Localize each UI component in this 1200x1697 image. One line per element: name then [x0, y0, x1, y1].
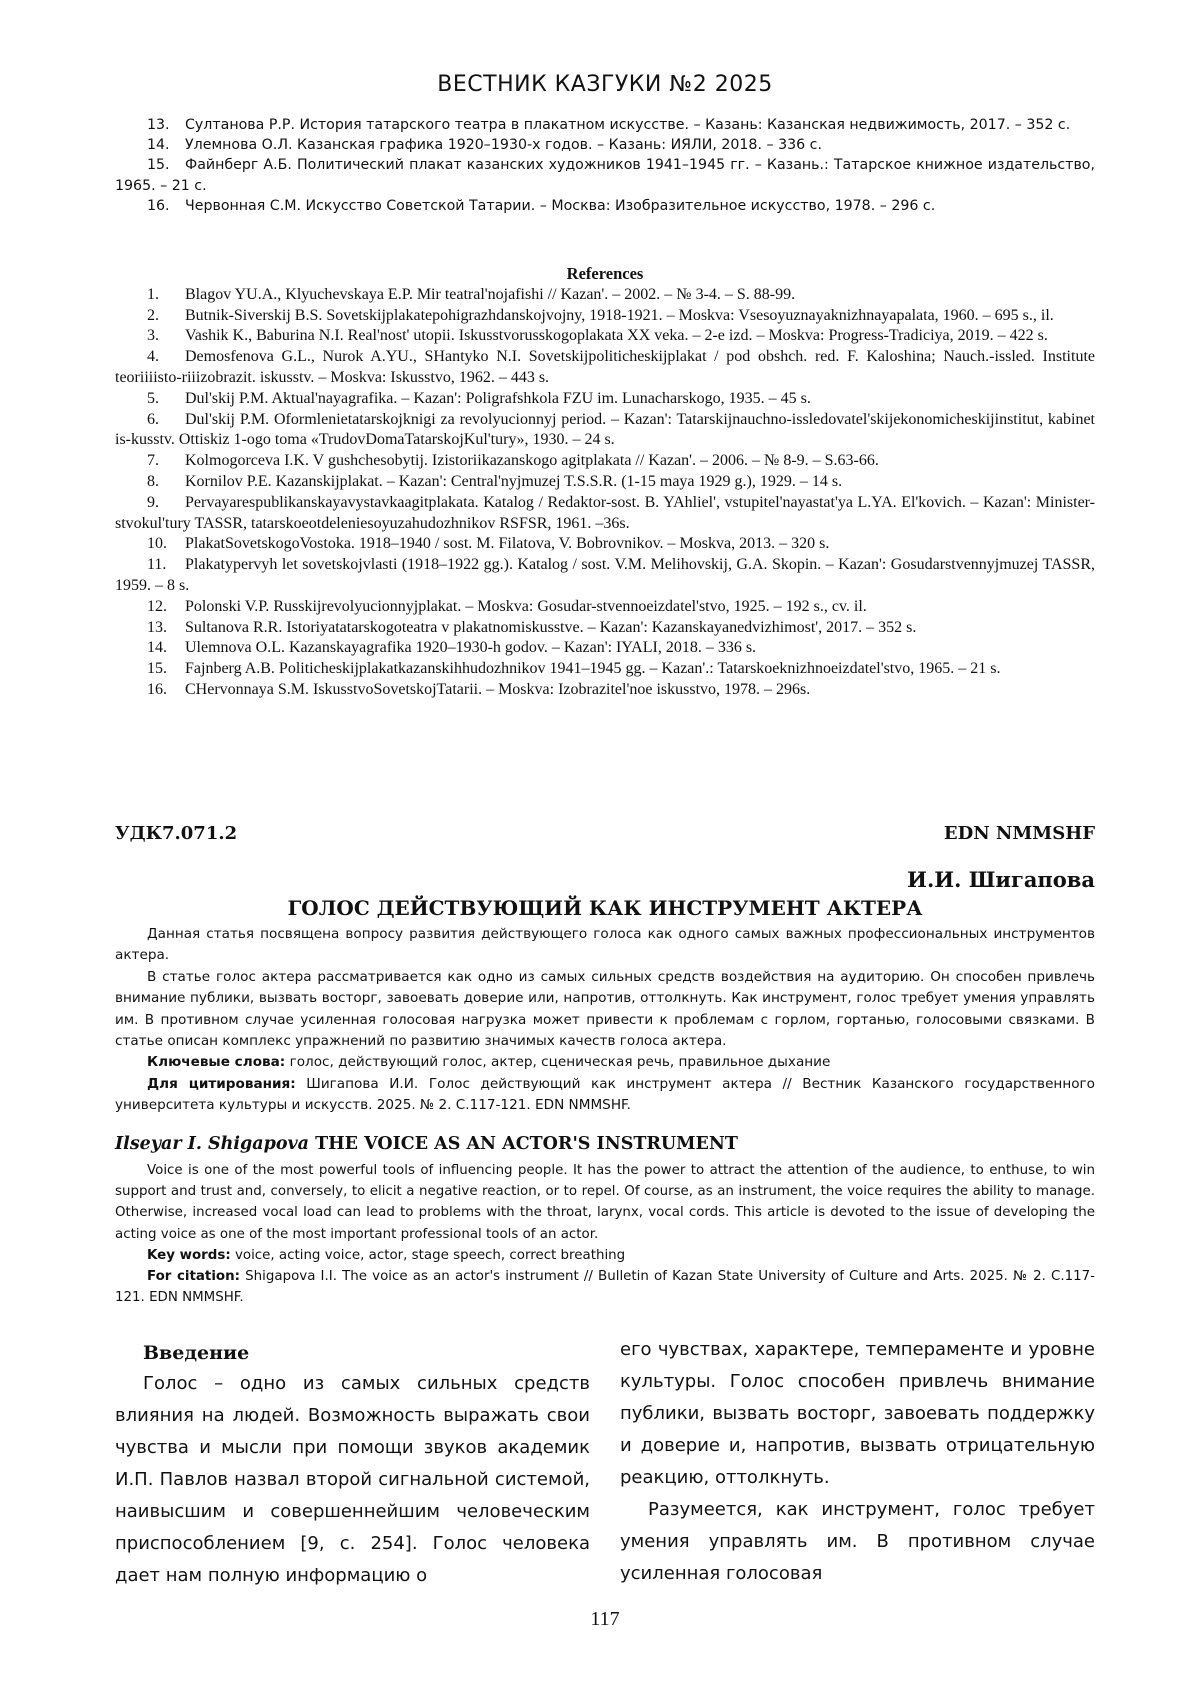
- abstract-paragraph: Данная статья посвящена вопросу развития действующего голоса как одного самых важных профессиональных инструментов актера.: [115, 926, 1095, 964]
- list-item: 14. Ulemnova O.L. Kazanskayagrafika 1920–1930-h godov. – Kazan': IYALI, 2018. – 336 s.: [147, 639, 757, 657]
- list-item: 1. Blagov YU.A., Klyuchevskaya E.P. Mir teatral'nojafishi // Kazan'. – 2002. – № 3-4. – S. 88-99.: [147, 285, 796, 303]
- list-item: 16. CHervonnaya S.M. IskusstvoSovetskojTatarii. – Moskva: Izobrazitel'noe iskusstvo, 1978. – 296s.: [147, 680, 811, 698]
- abstract-paragraph: В статье голос актера рассматривается как одно из самых сильных средств воздействия на аудиторию. Он способен привлечь внимание публики, вызвать восторг, завоевать доверие или, напротив, оттолкнуть. Как инструмент, голос требует умения управлять им. В противном случае усиленная голосовая нагрузка может привести к проблемам с горлом, гортанью, голосовыми связками. В статье описан комплекс упражнений по развитию значимых качеств голоса актера.: [115, 968, 1095, 1050]
- ref-number: 14.: [147, 137, 170, 154]
- list-item: 11. Plakatypervyh let sovetskojvlasti (1918–1922 gg.). Katalog / sost. V.M. Melihovskij, G.A. Skopin. – Kazan': Gosudarstvennyjmuzej TASSR, 1959. – 8 s.: [115, 556, 1095, 594]
- list-item: 6. Dul'skij P.M. Oformlenietatarskojknigi za revolyucionnyj period. – Kazan': Tatarskijnauchno-issledovatel'skijekonomicheskijinstitut, kabinet is-kusstv. Ottiskiz 1-ogo toma «TrudovDomaTatarskojKul'tury», 1930. – 24 s.: [115, 410, 1095, 449]
- english-title: Ilseyar I. Shigapova THE VOICE AS AN ACTOR'S INSTRUMENT: [115, 1134, 738, 1154]
- citation-label: Для цитирования:: [147, 1075, 296, 1092]
- russian-reference-list: [115, 115, 1095, 216]
- citation-ru: Для цитирования: Шигапова И.И. Голос действующий как инструмент актера // Вестник Казанского государственного университета культуры и искусств. 2025. № 2. С.117-121. EDN NMMSHF.: [115, 1075, 1095, 1114]
- edn-code: EDN NMMSHF: [943, 823, 1095, 844]
- ref-number: 13.: [147, 117, 170, 133]
- abstract-english: [115, 1160, 1095, 1308]
- list-item: 15. Файнберг А.Б. Политический плакат казанских художников 1941–1945 гг. – Казань.: Татарское книжное издательство, 1965. – 21 с.: [115, 157, 1095, 194]
- list-item: 14. Улемнова О.Л. Казанская графика 1920–1930-х годов. – Казань: ИЯЛИ, 2018. – 336 с.: [115, 135, 1095, 155]
- list-item: 4. Demosfenova G.L., Nurok A.YU., SHantyko N.I. Sovetskijpoliticheskijplakat / pod obshch. red. F. Kaloshina; Nauch.-issled. Institute teoriiiisto-riiizobrazit. iskusstv. – Moskva: Iskusstvo, 1962. – 443 s.: [115, 348, 1095, 386]
- body-paragraph: его чувствах, характере, темпераменте и уровне культуры. Голос способен привлечь внимание публики, вызвать восторг, завоевать поддержку и доверие и, напротив, вызвать отрицательную реакцию, оттолкнуть.: [620, 1339, 1095, 1488]
- abstract-paragraph: Voice is one of the most powerful tools of influencing people. It has the power to attract the attention of the audience, to enthuse, to win support and trust and, conversely, to elicit a negative reaction, or to repel. Of course, as an instrument, the voice requires the ability to manage. Otherwise, increased vocal load can lead to problems with the throat, larynx, vocal cords. This article is devoted to the issue of developing the acting voice as one of the most important professional tools of an actor.: [115, 1163, 1095, 1242]
- english-author: Ilseyar I. Shigapova: [115, 1134, 310, 1154]
- list-item: 15. Fajnberg A.B. Politicheskijplakatkazanskihhudozhnikov 1941–1945 gg. – Kazan'.: Tatarskoeknizhnoeizdatel'stvo, 1965. – 21 s.: [147, 660, 1001, 678]
- keywords-en: Key words: voice, acting voice, actor, stage speech, correct breathing: [147, 1247, 626, 1263]
- journal-page: [115, 0, 1095, 1697]
- list-item: 13. Sultanova R.R. Istoriyatatarskogoteatra v plakatnomiskusstve. – Kazan': Kazanskayanedvizhimost', 2017. – 352 s.: [147, 618, 917, 636]
- article-title: ГОЛОС ДЕЙСТВУЮЩИЙ КАК ИНСТРУМЕНТ АКТЕРА: [287, 896, 923, 920]
- ref-number: 15.: [147, 157, 170, 174]
- body-column-left: [115, 1338, 590, 1592]
- keywords-label: Ключевые слова:: [147, 1054, 286, 1071]
- journal-header: ВЕСТНИК КАЗГУКИ №2 2025: [437, 72, 773, 97]
- list-item: 8. Kornilov P.E. Kazanskijplakat. – Kazan': Central'nyjmuzej T.S.S.R. (1-15 maya 1929 g.), 1929. – 14 s.: [147, 472, 843, 490]
- references-heading: References: [566, 264, 644, 283]
- list-item: 2. Butnik-Siverskij B.S. Sovetskijplakatepohigrazhdanskojvojny, 1918-1921. – Moskva: Vsesoyuznayaknizhnayapalata, 1960. – 695 s., il.: [147, 306, 1054, 324]
- udk-code: УДК7.071.2: [115, 823, 238, 844]
- citation-en: For citation: Shigapova I.I. The voice as an actor's instrument // Bulletin of Kazan State University of Culture and Arts. 2025. № 2. С.117-121. EDN NMMSHF.: [115, 1269, 1095, 1306]
- keywords-ru: Ключевые слова: голос, действующий голос, актер, сценическая речь, правильное дыхание: [147, 1054, 831, 1071]
- ref-number: 16.: [147, 197, 170, 214]
- list-item: 7. Kolmogorceva I.K. V gushchesobytij. Izistoriikazanskogo agitplakata // Kazan'. – 2006. – № 8-9. – S.63-66.: [147, 452, 879, 470]
- body-paragraph: Разумеется, как инструмент, голос требует умения управлять им. В противном случае усиленная голосовая: [620, 1499, 1095, 1584]
- body-column-right: [620, 1334, 1095, 1590]
- list-item: 10. PlakatSovetskogoVostoka. 1918–1940 / sost. M. Filatova, V. Bobrovnikov. – Moskva, 2013. – 320 s.: [147, 535, 830, 553]
- page-number: 117: [590, 1608, 620, 1630]
- list-item: 3. Vashik K., Baburina N.I. Real'nost' utopii. Iskusstvorusskogoplakata XX veka. – 2-e izd. – Moskva: Progress-Tradiciya, 2019. – 422 s.: [147, 327, 1048, 345]
- list-item: 13. Султанова Р.Р. История татарского театра в плакатном искусстве. – Казань: Казанская недвижимость, 2017. – 352 с.: [115, 115, 1095, 135]
- references-list: [115, 264, 1095, 701]
- list-item: 5. Dul'skij P.M. Aktual'nayagrafika. – Kazan': Poligrafshkola FZU im. Lunacharskogo, 1935. – 45 s.: [147, 389, 811, 407]
- abstract-russian: [115, 924, 1095, 1117]
- keywords-label: Key words:: [147, 1247, 231, 1263]
- section-heading: Введение: [143, 1342, 250, 1364]
- list-item: 16. Червонная С.М. Искусство Советской Татарии. – Москва: Изобразительное искусство, 1978. – 296 с.: [115, 196, 1095, 216]
- list-item: 12. Polonski V.P. Russkijrevolyucionnyjplakat. – Moskva: Gosudar-stvennoeizdatel'stvo, 1925. – 192 s., cv. il.: [147, 597, 867, 615]
- article-author: И.И. Шигапова: [907, 867, 1095, 892]
- list-item: 9. Pervayarespublikanskayavystavkaagitplakata. Katalog / Redaktor-sost. B. YAhliel', vstupitel'nayastat'ya L.YA. El'kovich. – Kazan': Minister-stvokul'tury TASSR, tatarskoeotdeleniesoyuzahudozhnikov RSFSR, 1961. –36s.: [115, 493, 1095, 532]
- citation-label: For citation:: [147, 1269, 241, 1285]
- body-paragraph: Голос – одно из самых сильных средств влияния на людей. Возможность выражать свои чувства и мысли при помощи звуков академик И.П. Павлов назвал второй сигнальной системой, наивысшим и совершеннейшим человеческим приспособлением [9, с. 254]. Голос человека дает нам полную информацию о: [115, 1373, 590, 1586]
